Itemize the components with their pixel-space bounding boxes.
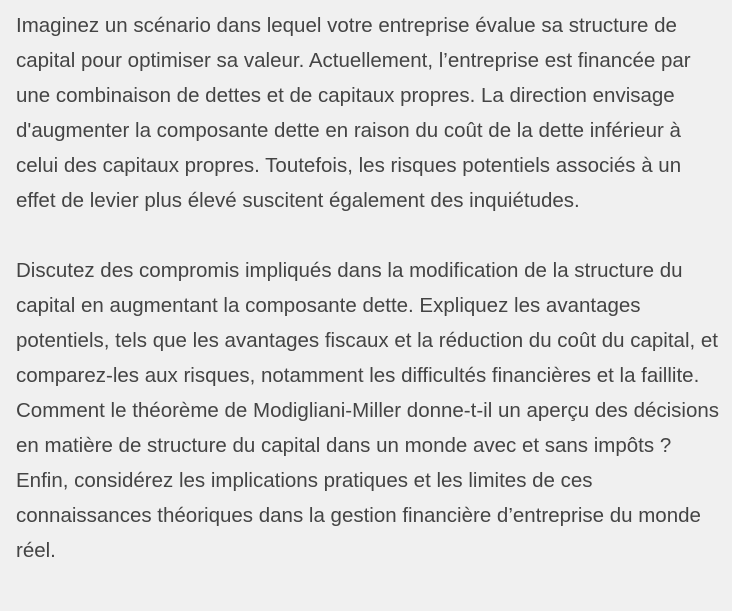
paragraph-gap [16, 218, 724, 253]
paragraph-scenario: Imaginez un scénario dans lequel votre entreprise évalue sa structure de capital pour optimiser sa valeur. Actuellement, l’entreprise est financée par une combinaison de dettes et de capitaux propres. La direction envisage d'augmenter la composante dette en raison du coût de la dette inférieur à celui des capitaux propres. Toutefois, les risques potentiels associés à un effet de levier plus élevé suscitent également des inquiétudes. [16, 14, 691, 212]
paragraph-question: Discutez des compromis impliqués dans la modification de la structure du capital en augmentant la composante dette. Expliquez les avantages potentiels, tels que les avantages fiscaux et la réduction du coût du capital, et comparez-les aux risques, notamment les difficultés financières et la faillite. Comment le théorème de Modigliani-Miller donne-t-il un aperçu des décisions en matière de structure du capital dans un monde avec et sans impôts ? Enfin, considérez les implications pratiques et les limites de ces connaissances théoriques dans la gestion financière d’entreprise du monde réel. [16, 259, 720, 562]
